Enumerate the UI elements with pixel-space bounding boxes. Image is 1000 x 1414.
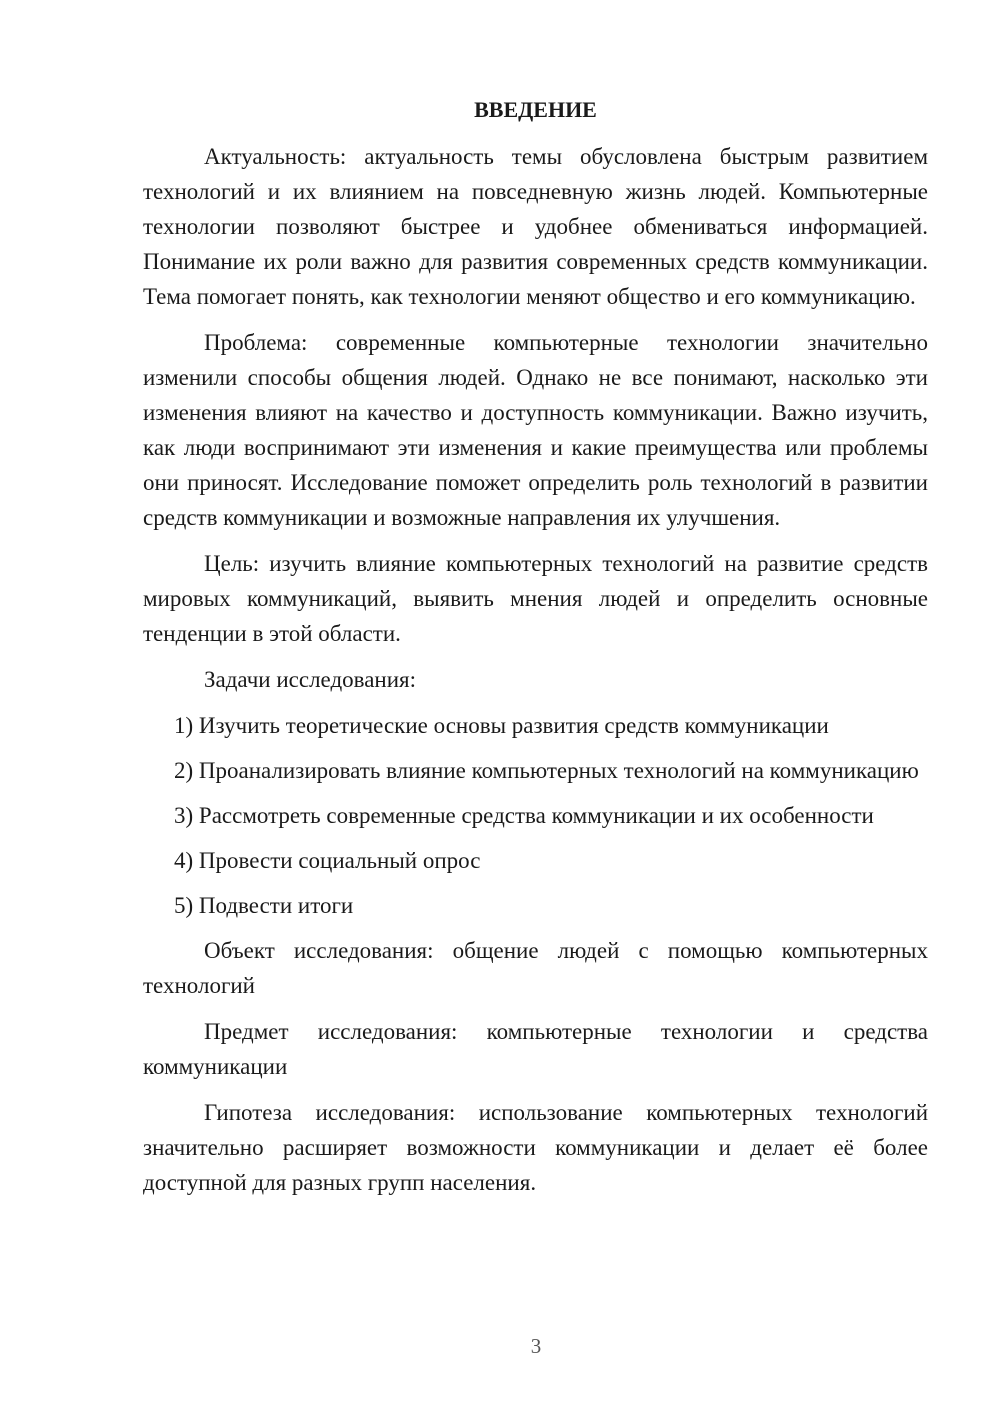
relevance-paragraph: Актуальность: актуальность темы обусловлена быстрым развитием технологий и их влиянием на повседневную жизнь людей. Компьютерные технологии позволяют быстрее и удобнее обмениваться информацией. Понимание их роли важно для развития современных средств коммуникации. Тема помогает понять, как технологии меняют общество и его коммуникацию. <box>143 144 928 309</box>
goal-paragraph: Цель: изучить влияние компьютерных технологий на развитие средств мировых коммуникаций, выявить мнения людей и определить основные тенденции в этой области. <box>143 551 928 646</box>
document-page <box>143 92 928 1211</box>
subject-paragraph: Предмет исследования: компьютерные технологии и средства коммуникации <box>143 1019 928 1079</box>
task-item-5: 5) Подвести итоги <box>174 893 354 918</box>
page-number: 3 <box>530 1334 542 1358</box>
task-item-3: 3) Рассмотреть современные средства коммуникации и их особенности <box>174 803 874 828</box>
tasks-heading: Задачи исследования: <box>204 667 417 692</box>
object-paragraph: Объект исследования: общение людей с помощью компьютерных технологий <box>143 938 928 998</box>
hypothesis-paragraph: Гипотеза исследования: использование компьютерных технологий значительно расширяет возможности коммуникации и делает её более доступной для разных групп населения. <box>143 1100 928 1195</box>
task-item-4: 4) Провести социальный опрос <box>174 848 481 873</box>
section-title: ВВЕДЕНИЕ <box>474 97 597 122</box>
task-item-1: 1) Изучить теоретические основы развития средств коммуникации <box>174 713 829 738</box>
problem-paragraph: Проблема: современные компьютерные технологии значительно изменили способы общения людей. Однако не все понимают, насколько эти изменения влияют на качество и доступность коммуникации. Важно изучить, как люди воспринимают эти изменения и какие преимущества или проблемы они приносят. Исследование поможет определить роль технологий в развитии средств коммуникации и возможные направления их улучшения. <box>143 330 928 530</box>
task-item-2: 2) Проанализировать влияние компьютерных технологий на коммуникацию <box>174 758 919 783</box>
